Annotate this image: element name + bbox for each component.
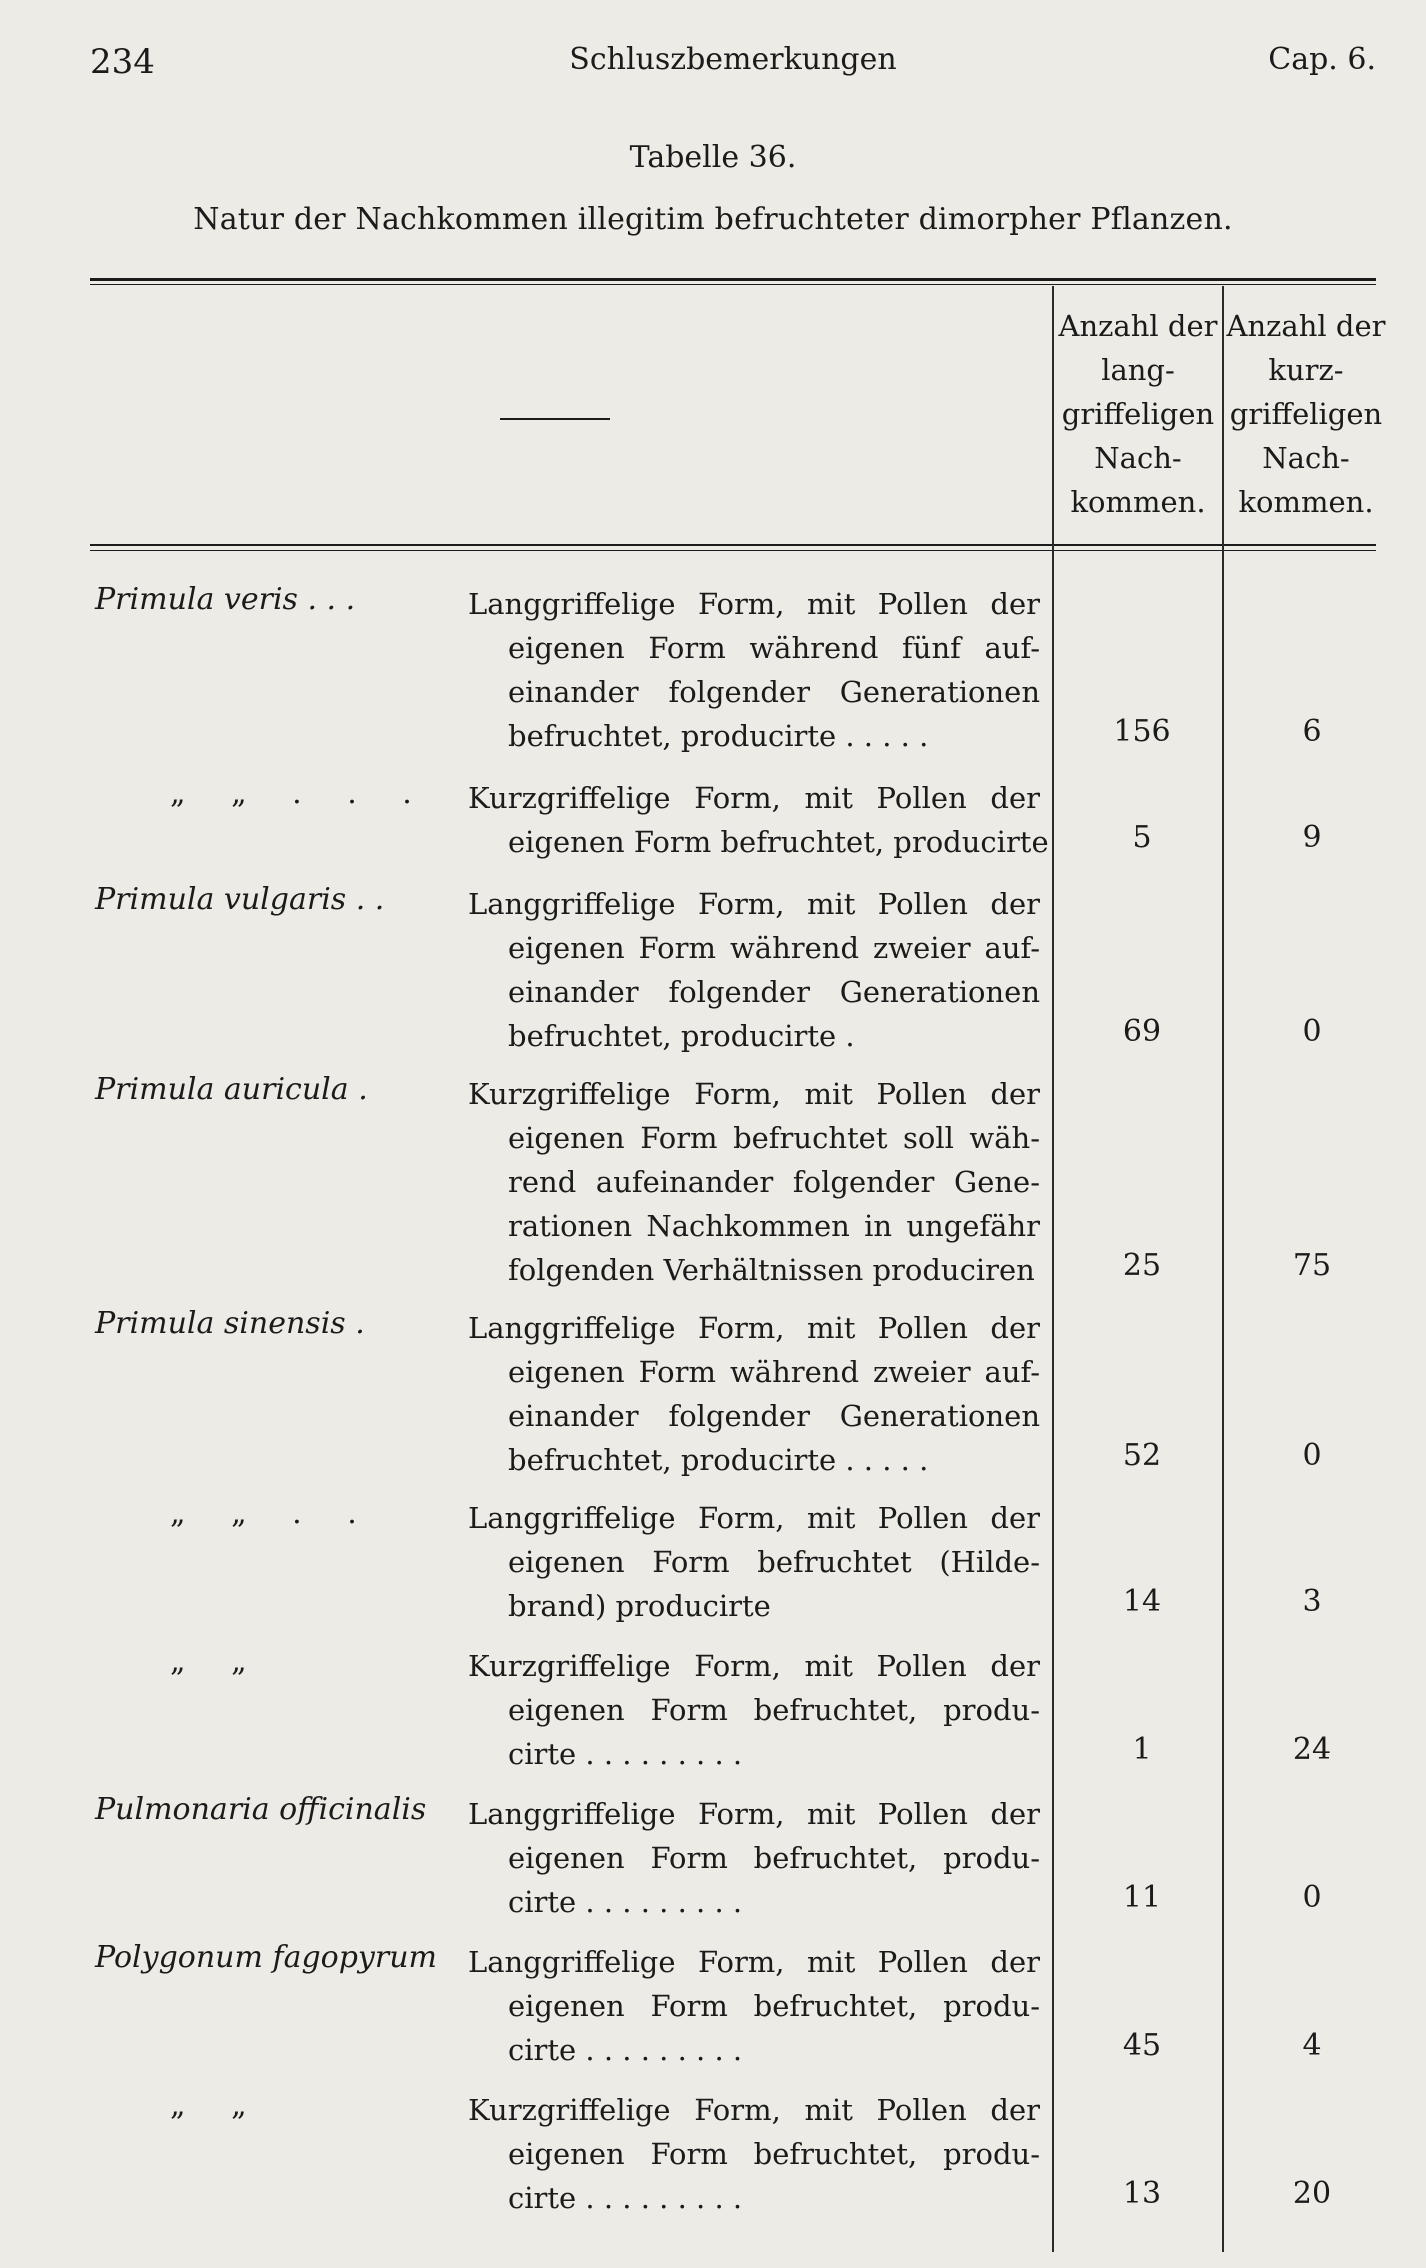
description-line: Kurzgriffelige Form, mit Pollen der xyxy=(468,1077,1040,1111)
page-number: 234 xyxy=(90,42,155,82)
description-line: Kurzgriffelige Form, mit Pollen der xyxy=(468,781,1040,815)
row-description xyxy=(470,1072,1040,1292)
row-description xyxy=(470,1644,1040,1776)
description-line: eigenen Form befruchtet, produ- xyxy=(508,1989,1040,2023)
long-styled-count: 52 xyxy=(1122,1438,1162,1473)
long-styled-count: 156 xyxy=(1113,714,1171,749)
description-line: eigenen Form befruchtet (Hilde- xyxy=(508,1545,1040,1579)
short-styled-count: 0 xyxy=(1302,1014,1322,1049)
description-line: cirte . . . . . . . . . xyxy=(508,1885,743,1919)
plant-name: „ „ xyxy=(170,1644,265,1679)
description-line: Langgriffelige Form, mit Pollen der xyxy=(468,1797,1040,1831)
chapter-label: Cap. 6. xyxy=(1268,42,1376,77)
description-line: rationen Nachkommen in ungefähr xyxy=(508,1209,1040,1243)
description-line: Kurzgriffelige Form, mit Pollen der xyxy=(468,1649,1040,1683)
description-line: befruchtet, producirte . . . . . xyxy=(508,719,929,753)
description-line: Langgriffelige Form, mit Pollen der xyxy=(468,887,1040,921)
short-styled-count: 0 xyxy=(1302,1880,1322,1915)
plant-name: Primula auricula . xyxy=(95,1072,368,1107)
short-styled-count: 3 xyxy=(1302,1584,1322,1619)
header-short-styled xyxy=(1226,304,1386,524)
description-line: cirte . . . . . . . . . xyxy=(508,2033,743,2067)
description-line: eigenen Form befruchtet, producirte xyxy=(508,825,1049,859)
description-line: cirte . . . . . . . . . xyxy=(508,1737,743,1771)
plant-name: Primula vulgaris . . xyxy=(95,882,385,917)
description-line: eigenen Form während zweier auf- xyxy=(508,931,1040,965)
short-styled-count: 20 xyxy=(1292,2176,1332,2211)
description-line: Langgriffelige Form, mit Pollen der xyxy=(468,1945,1040,1979)
row-description xyxy=(470,1792,1040,1924)
row-description xyxy=(470,2088,1040,2220)
row-description xyxy=(470,1940,1040,2072)
description-line: einander folgender Generationen xyxy=(508,975,1040,1009)
description-line: Kurzgriffelige Form, mit Pollen der xyxy=(468,2093,1040,2127)
page-header xyxy=(90,42,1376,92)
header-long-styled xyxy=(1058,304,1218,524)
description-line: einander folgender Generationen xyxy=(508,1399,1040,1433)
header-long-text: Anzahl der lang-griffeligen Nach-kommen. xyxy=(1058,309,1218,519)
header-short-text: Anzahl der kurz-griffeligen Nach-kommen. xyxy=(1226,309,1386,519)
description-line: eigenen Form während zweier auf- xyxy=(508,1355,1040,1389)
description-line: eigenen Form befruchtet, produ- xyxy=(508,1841,1040,1875)
table-title: Tabelle 36. xyxy=(629,140,797,175)
plant-name: Polygonum fagopyrum xyxy=(95,1940,437,1975)
plant-name: „ „ . . . xyxy=(170,776,430,811)
short-styled-count: 75 xyxy=(1292,1248,1332,1283)
long-styled-count: 5 xyxy=(1132,820,1152,855)
long-styled-count: 11 xyxy=(1122,1880,1162,1915)
plant-name: „ „ xyxy=(170,2088,265,2123)
table-caption: Natur der Nachkommen illegitim befruchteter dimorpher Pflanzen. xyxy=(193,202,1233,237)
long-styled-count: 1 xyxy=(1132,1732,1152,1767)
description-line: befruchtet, producirte . . . . . xyxy=(508,1443,929,1477)
short-styled-count: 4 xyxy=(1302,2028,1322,2063)
header-bottom-rule xyxy=(90,544,1376,546)
plant-name: Primula sinensis . xyxy=(95,1306,365,1341)
row-description xyxy=(470,882,1040,1058)
description-line: Langgriffelige Form, mit Pollen der xyxy=(468,1311,1040,1345)
long-styled-count: 13 xyxy=(1122,2176,1162,2211)
header-short-rule xyxy=(500,418,610,420)
long-styled-count: 69 xyxy=(1122,1014,1162,1049)
description-line: eigenen Form befruchtet, produ- xyxy=(508,1693,1040,1727)
short-styled-count: 9 xyxy=(1302,820,1322,855)
description-line: befruchtet, producirte . xyxy=(508,1019,855,1053)
description-line: brand) producirte xyxy=(508,1589,771,1623)
plant-name: Primula veris . . . xyxy=(95,582,356,617)
description-line: rend aufeinander folgender Gene- xyxy=(508,1165,1040,1199)
plant-name: „ „ . . xyxy=(170,1496,375,1531)
long-styled-count: 45 xyxy=(1122,2028,1162,2063)
description-line: Langgriffelige Form, mit Pollen der xyxy=(468,587,1040,621)
description-line: folgenden Verhältnissen produciren xyxy=(508,1253,1035,1287)
description-line: eigenen Form während fünf auf- xyxy=(508,631,1040,665)
short-styled-count: 24 xyxy=(1292,1732,1332,1767)
row-description xyxy=(470,582,1040,758)
description-line: Langgriffelige Form, mit Pollen der xyxy=(468,1501,1040,1535)
running-title: Schluszbemerkungen xyxy=(569,42,897,77)
plant-name: Pulmonaria officinalis xyxy=(95,1792,427,1827)
short-styled-count: 6 xyxy=(1302,714,1322,749)
row-description xyxy=(470,1306,1040,1482)
short-styled-count: 0 xyxy=(1302,1438,1322,1473)
long-styled-count: 25 xyxy=(1122,1248,1162,1283)
row-description xyxy=(468,776,1049,864)
long-styled-count: 14 xyxy=(1122,1584,1162,1619)
header-bottom-rule-thin xyxy=(90,550,1376,551)
description-line: eigenen Form befruchtet soll wäh- xyxy=(508,1121,1040,1155)
row-description xyxy=(470,1496,1040,1628)
description-line: cirte . . . . . . . . . xyxy=(508,2181,743,2215)
top-rule-thin xyxy=(90,284,1376,285)
top-rule xyxy=(90,278,1376,281)
description-line: eigenen Form befruchtet, produ- xyxy=(508,2137,1040,2171)
description-line: einander folgender Generationen xyxy=(508,675,1040,709)
